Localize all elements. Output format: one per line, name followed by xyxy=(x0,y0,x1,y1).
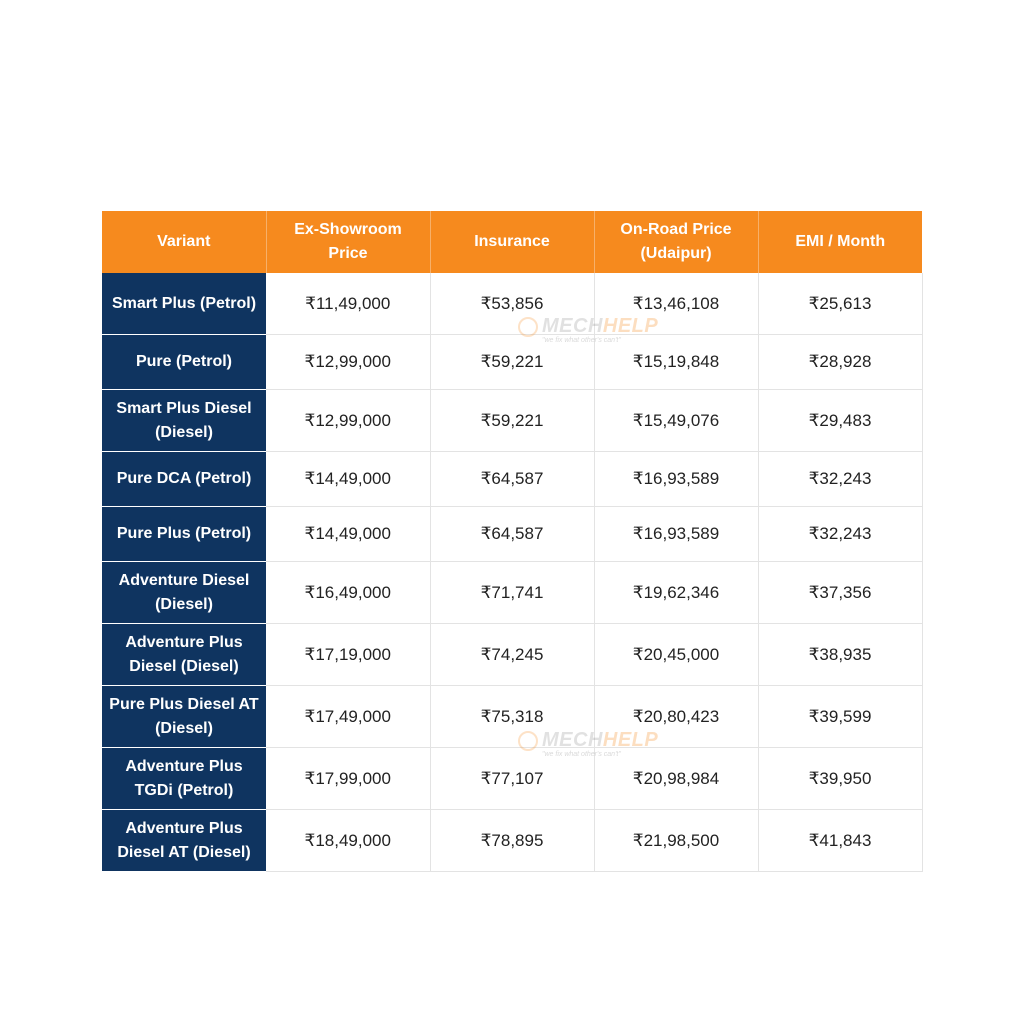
watermark-brand: MECHHELP xyxy=(542,315,659,337)
on-road-cell: ₹20,80,423 xyxy=(594,686,758,748)
variant-cell: Smart Plus (Petrol) xyxy=(102,273,266,335)
insurance-cell: ₹78,895 xyxy=(430,810,594,872)
table-row xyxy=(102,686,922,748)
variant-cell: Adventure Plus Diesel AT (Diesel) xyxy=(102,810,266,872)
insurance-cell: ₹77,107 xyxy=(430,748,594,810)
watermark-tagline: "we fix what other's can't" xyxy=(542,337,621,344)
table-row xyxy=(102,810,922,872)
on-road-cell: ₹20,45,000 xyxy=(594,624,758,686)
variant-cell: Pure (Petrol) xyxy=(102,335,266,390)
insurance-cell: ₹64,587 xyxy=(430,452,594,507)
ex-showroom-cell: ₹11,49,000 xyxy=(266,273,430,335)
price-table-container xyxy=(102,211,922,872)
ex-showroom-cell: ₹12,99,000 xyxy=(266,335,430,390)
on-road-cell: ₹19,62,346 xyxy=(594,562,758,624)
insurance-cell: ₹75,318 xyxy=(430,686,594,748)
variant-cell: Adventure Diesel (Diesel) xyxy=(102,562,266,624)
emi-cell: ₹32,243 xyxy=(758,507,922,562)
table-header-row xyxy=(102,211,922,273)
header-emi: EMI / Month xyxy=(758,211,922,273)
emi-cell: ₹37,356 xyxy=(758,562,922,624)
emi-cell: ₹38,935 xyxy=(758,624,922,686)
variant-cell: Adventure Plus Diesel (Diesel) xyxy=(102,624,266,686)
variant-cell: Adventure Plus TGDi (Petrol) xyxy=(102,748,266,810)
insurance-cell: ₹59,221 xyxy=(430,390,594,452)
insurance-cell: ₹53,856 xyxy=(430,273,594,335)
ex-showroom-cell: ₹18,49,000 xyxy=(266,810,430,872)
ex-showroom-cell: ₹17,19,000 xyxy=(266,624,430,686)
table-row xyxy=(102,273,922,335)
header-variant: Variant xyxy=(102,211,266,273)
ex-showroom-cell: ₹17,49,000 xyxy=(266,686,430,748)
on-road-cell: ₹21,98,500 xyxy=(594,810,758,872)
on-road-cell: ₹16,93,589 xyxy=(594,507,758,562)
table-row xyxy=(102,507,922,562)
watermark-tagline: "we fix what other's can't" xyxy=(542,751,621,758)
insurance-cell: ₹74,245 xyxy=(430,624,594,686)
on-road-cell: ₹16,93,589 xyxy=(594,452,758,507)
emi-cell: ₹25,613 xyxy=(758,273,922,335)
table-row xyxy=(102,452,922,507)
table-row xyxy=(102,562,922,624)
insurance-cell: ₹71,741 xyxy=(430,562,594,624)
header-ex-showroom: Ex-Showroom Price xyxy=(266,211,430,273)
emi-cell: ₹29,483 xyxy=(758,390,922,452)
on-road-cell: ₹13,46,108 xyxy=(594,273,758,335)
table-row xyxy=(102,390,922,452)
on-road-cell: ₹15,49,076 xyxy=(594,390,758,452)
table-row xyxy=(102,624,922,686)
insurance-cell: ₹64,587 xyxy=(430,507,594,562)
variant-cell: Pure Plus (Petrol) xyxy=(102,507,266,562)
emi-cell: ₹39,599 xyxy=(758,686,922,748)
ex-showroom-cell: ₹14,49,000 xyxy=(266,452,430,507)
ex-showroom-cell: ₹17,99,000 xyxy=(266,748,430,810)
header-on-road: On-Road Price (Udaipur) xyxy=(594,211,758,273)
on-road-cell: ₹15,19,848 xyxy=(594,335,758,390)
table-row xyxy=(102,748,922,810)
ex-showroom-cell: ₹14,49,000 xyxy=(266,507,430,562)
header-insurance: Insurance xyxy=(430,211,594,273)
table-row xyxy=(102,335,922,390)
emi-cell: ₹32,243 xyxy=(758,452,922,507)
emi-cell: ₹39,950 xyxy=(758,748,922,810)
variant-cell: Pure DCA (Petrol) xyxy=(102,452,266,507)
emi-cell: ₹28,928 xyxy=(758,335,922,390)
price-table xyxy=(102,211,923,872)
on-road-cell: ₹20,98,984 xyxy=(594,748,758,810)
emi-cell: ₹41,843 xyxy=(758,810,922,872)
watermark-brand: MECHHELP xyxy=(542,729,659,751)
ex-showroom-cell: ₹12,99,000 xyxy=(266,390,430,452)
insurance-cell: ₹59,221 xyxy=(430,335,594,390)
variant-cell: Smart Plus Diesel (Diesel) xyxy=(102,390,266,452)
variant-cell: Pure Plus Diesel AT (Diesel) xyxy=(102,686,266,748)
ex-showroom-cell: ₹16,49,000 xyxy=(266,562,430,624)
